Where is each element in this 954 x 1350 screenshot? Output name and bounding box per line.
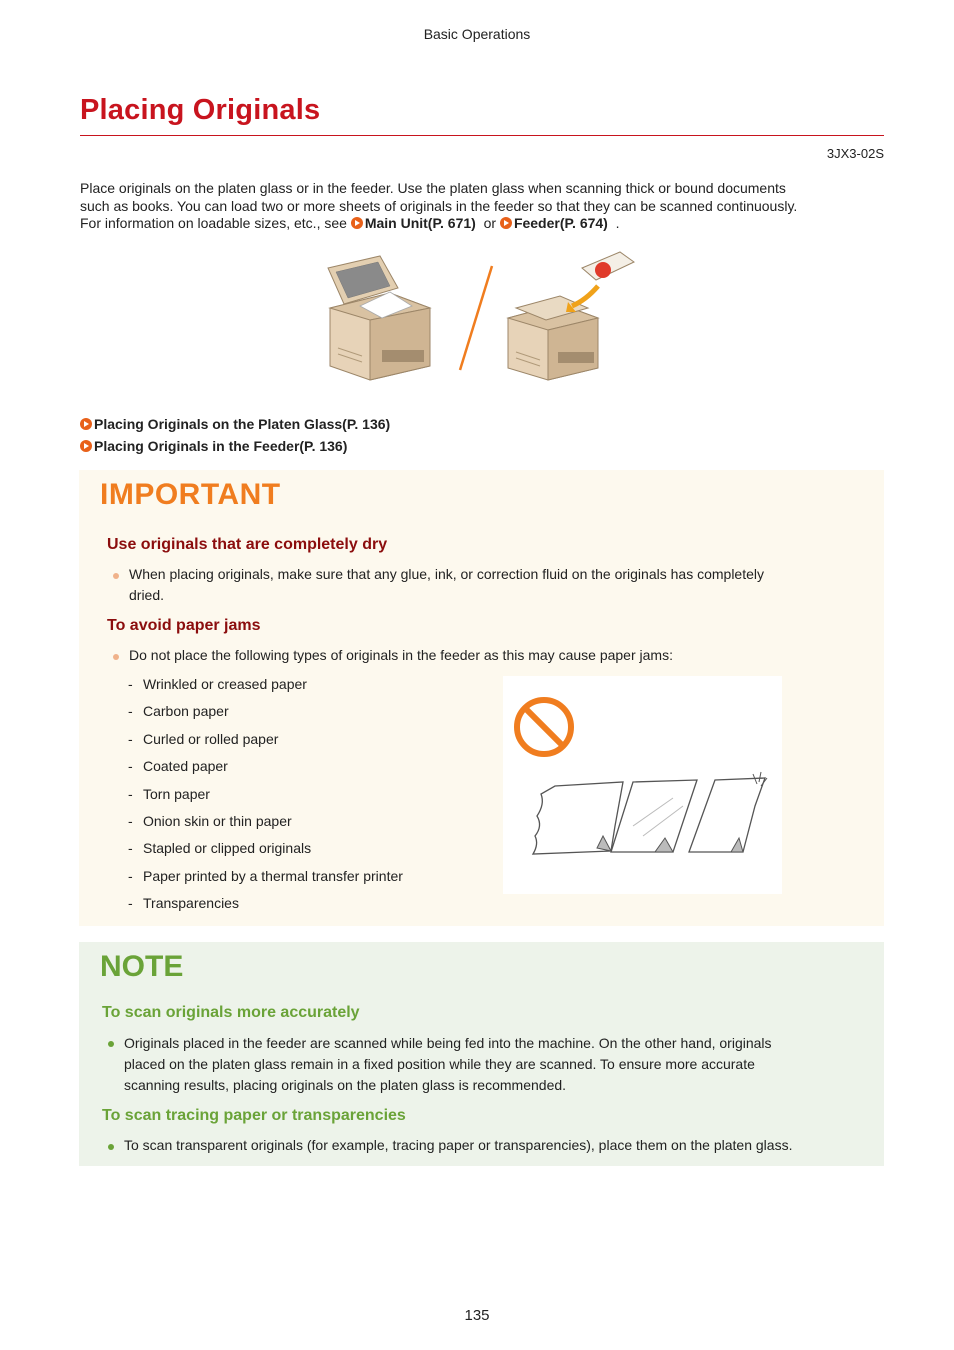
list-item-text: Wrinkled or creased paper — [143, 676, 307, 692]
important-section-1-bullet — [129, 564, 764, 606]
running-header: Basic Operations — [423, 26, 531, 42]
list-item: - Torn paper — [128, 784, 403, 811]
feeder-originals-link[interactable] — [80, 438, 347, 454]
page-title: Placing Originals — [80, 94, 321, 126]
list-item: - Curled or rolled paper — [128, 729, 403, 756]
intro-line-3 — [80, 215, 880, 233]
platen-glass-link[interactable] — [80, 416, 390, 432]
arrow-circle-icon — [80, 440, 92, 452]
bad-paper-illustration — [503, 676, 782, 894]
intro-line-3-prefix: For information on loadable sizes, etc., see — [80, 215, 347, 231]
list-item: - Coated paper — [128, 756, 403, 783]
sublinks — [80, 413, 390, 457]
bullet-line: When placing originals, make sure that any glue, ink, or correction fluid on the originals has completely — [129, 566, 764, 582]
feeder-link-label: Feeder(P. 674) — [513, 215, 608, 231]
list-item: - Onion skin or thin paper — [128, 811, 403, 838]
note-heading: NOTE — [100, 950, 184, 983]
arrow-circle-icon — [351, 217, 363, 229]
note-section-1-bullet — [124, 1033, 772, 1096]
list-item: - Stapled or clipped originals — [128, 838, 403, 865]
note-section-2-title: To scan tracing paper or transparencies — [102, 1107, 406, 1124]
list-item-text: Onion skin or thin paper — [143, 812, 292, 829]
main-unit-link-label: Main Unit(P. 671) — [364, 215, 476, 231]
intro-paragraph — [80, 180, 880, 233]
title-rule — [80, 135, 884, 136]
intro-line-1: Place originals on the platen glass or in the feeder. Use the platen glass when scanning thick or bound documents — [80, 180, 786, 196]
torn-paper-icon — [689, 772, 767, 852]
platen-glass-machine-icon — [328, 256, 430, 380]
bullet-line: Originals placed in the feeder are scanned while being fed into the machine. On the other hand, originals — [124, 1035, 772, 1051]
important-section-2-bullet: Do not place the following types of originals in the feeder as this may cause paper jams: — [129, 647, 673, 663]
bullet-dot — [108, 1144, 114, 1150]
bullet-dot — [108, 1041, 114, 1047]
bullet-dot — [113, 654, 119, 660]
thin-paper-icon — [611, 780, 697, 852]
bullet-line: dried. — [129, 587, 165, 603]
bullet-dot — [113, 573, 119, 579]
note-section-1-title: To scan originals more accurately — [102, 1004, 360, 1021]
machine-illustration — [320, 248, 640, 388]
list-item-text: Carbon paper — [143, 703, 229, 720]
platen-glass-link-label: Placing Originals on the Platen Glass(P. 136) — [94, 416, 391, 432]
main-unit-link[interactable] — [351, 215, 476, 231]
list-item-text: Stapled or clipped originals — [143, 840, 312, 857]
bullet-line: scanning results, placing originals on the platen glass is recommended. — [124, 1077, 567, 1093]
arrow-circle-icon — [80, 418, 92, 430]
feeder-link[interactable] — [500, 215, 608, 231]
important-section-1-title: Use originals that are completely dry — [107, 536, 388, 553]
list-item-text: Transparencies — [143, 895, 239, 912]
bullet-line: placed on the platen glass remain in a fixed position while they are scanned. To ensure more accurate — [124, 1056, 755, 1072]
list-item: - Carbon paper — [128, 701, 403, 728]
paper-types-list — [128, 674, 403, 921]
feeder-machine-icon — [508, 252, 634, 380]
wrinkled-paper-icon — [533, 782, 623, 854]
prohibited-icon — [517, 700, 571, 754]
divider-slash — [460, 266, 492, 370]
document-id: 3JX3-02S — [826, 146, 884, 161]
intro-end: . — [615, 215, 620, 231]
intro-line-2: such as books. You can load two or more sheets of originals in the feeder so that they can be scanned continuously. — [80, 197, 798, 214]
important-heading: IMPORTANT — [100, 478, 281, 511]
list-item: - Paper printed by a thermal transfer printer — [128, 866, 403, 893]
list-item: - Wrinkled or creased paper — [128, 674, 403, 701]
list-item-text: Paper printed by a thermal transfer printer — [143, 867, 403, 884]
list-item-text: Torn paper — [143, 785, 210, 802]
note-section-2-bullet: To scan transparent originals (for example, tracing paper or transparencies), place them on the platen glass. — [124, 1137, 793, 1153]
list-item: - Transparencies — [128, 893, 403, 920]
list-item-text: Coated paper — [143, 758, 228, 775]
list-item-text: Curled or rolled paper — [143, 730, 279, 747]
arrow-circle-icon — [500, 217, 512, 229]
or-text: or — [483, 215, 497, 231]
page-number: 135 — [464, 1307, 490, 1324]
feeder-originals-link-label: Placing Originals in the Feeder(P. 136) — [94, 438, 348, 454]
important-section-2-title: To avoid paper jams — [107, 617, 261, 634]
